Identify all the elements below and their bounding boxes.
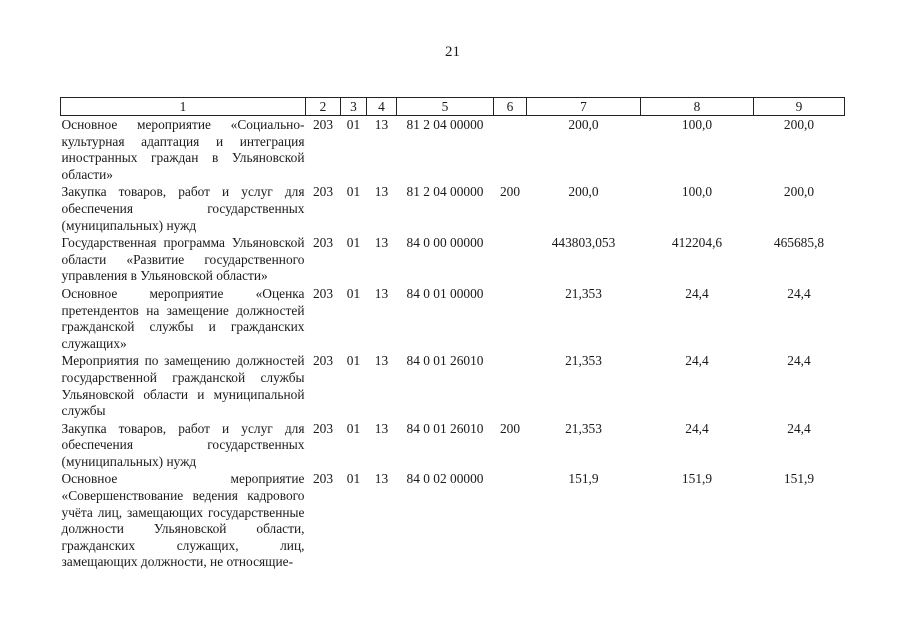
row-col-2: 203 <box>312 420 334 436</box>
row-col-3: 01 <box>346 184 361 200</box>
row-col-8: 412204,6 <box>671 235 723 251</box>
row-col-5: 84 0 01 26010 <box>406 420 484 436</box>
row-name: Основное мероприятие «Совершенствование ведения кадрового учёта лиц, замещающих государственные должности Ульяновской области, гражданских служащих, лиц, замещающих должности, не относящие- <box>61 471 305 570</box>
row-name: Закупка товаров, работ и услуг для обеспечения государственных (муниципальных) нужд <box>61 420 305 469</box>
row-col-9: 24,4 <box>787 420 811 436</box>
row-col-4: 13 <box>374 235 389 251</box>
row-col-5: 84 0 01 00000 <box>406 285 484 301</box>
row-col-7: 21,353 <box>565 420 602 436</box>
table-row <box>61 285 845 352</box>
header-col-2: 2 <box>306 98 341 116</box>
header-col-4: 4 <box>367 98 397 116</box>
table-row <box>61 470 845 571</box>
row-col-7: 151,9 <box>568 471 599 487</box>
row-col-4: 13 <box>374 471 389 487</box>
header-col-3: 3 <box>341 98 367 116</box>
row-col-2: 203 <box>312 117 334 132</box>
row-col-3: 01 <box>346 471 361 487</box>
row-col-6 <box>494 470 527 571</box>
row-col-7: 200,0 <box>568 184 599 200</box>
row-name: Мероприятия по замещению должностей государственной гражданской службы Ульяновской области и муниципальной службы <box>61 353 305 419</box>
row-col-8: 24,4 <box>685 285 709 301</box>
row-col-4: 13 <box>374 285 389 301</box>
row-col-9: 24,4 <box>787 285 811 301</box>
row-col-4: 13 <box>374 353 389 369</box>
page-number: 21 <box>445 44 460 60</box>
row-col-8: 24,4 <box>685 420 709 436</box>
row-col-2: 203 <box>312 471 334 487</box>
row-col-2: 203 <box>312 353 334 369</box>
row-col-6: 200 <box>499 420 521 436</box>
header-col-7: 7 <box>527 98 641 116</box>
row-col-8: 100,0 <box>681 184 713 200</box>
row-col-9: 200,0 <box>783 184 815 200</box>
row-name: Государственная программа Ульяновской области «Развитие государственного управления в Ульяновской области» <box>61 235 305 284</box>
row-col-3: 01 <box>346 235 361 251</box>
row-col-5: 84 0 02 00000 <box>406 471 484 487</box>
row-name: Закупка товаров, работ и услуг для обеспечения государственных (муниципальных) нужд <box>61 184 305 233</box>
budget-table <box>60 97 845 571</box>
row-col-3: 01 <box>346 285 361 301</box>
row-col-9: 151,9 <box>783 471 815 487</box>
row-col-7: 21,353 <box>565 353 602 369</box>
table-row <box>61 234 845 285</box>
row-col-7: 443803,053 <box>551 235 616 251</box>
row-col-6 <box>494 234 527 285</box>
table-row <box>61 116 845 184</box>
row-col-6 <box>494 116 527 184</box>
row-name: Основное мероприятие «Оценка претендентов на замещение должностей гражданской службы и гражданских служащих» <box>61 285 305 351</box>
row-col-5: 84 0 00 00000 <box>406 235 484 251</box>
row-col-6 <box>494 285 527 352</box>
table-header-row <box>61 98 845 116</box>
row-col-8: 24,4 <box>685 353 709 369</box>
row-col-2: 203 <box>312 184 334 200</box>
row-col-9: 24,4 <box>787 353 811 369</box>
row-col-9: 465685,8 <box>773 235 825 251</box>
row-col-4: 13 <box>374 184 389 200</box>
row-col-3: 01 <box>346 353 361 369</box>
row-col-3: 01 <box>346 117 361 132</box>
row-col-3: 01 <box>346 420 361 436</box>
header-col-9: 9 <box>754 98 845 116</box>
row-col-5: 81 2 04 00000 <box>406 117 484 132</box>
table-row <box>61 352 845 419</box>
table-row <box>61 183 845 234</box>
row-name: Основное мероприятие «Социально-культурная адаптация и интеграция иностранных граждан в Ульяновской области» <box>61 117 305 182</box>
row-col-6 <box>494 352 527 419</box>
row-col-2: 203 <box>312 235 334 251</box>
header-col-6: 6 <box>494 98 527 116</box>
row-col-9: 200,0 <box>783 117 815 132</box>
header-col-1: 1 <box>61 98 306 116</box>
row-col-8: 151,9 <box>681 471 713 487</box>
row-col-4: 13 <box>374 420 389 436</box>
table-row <box>61 420 845 471</box>
row-col-2: 203 <box>312 285 334 301</box>
row-col-4: 13 <box>374 117 389 132</box>
row-col-8: 100,0 <box>681 117 713 132</box>
row-col-6: 200 <box>499 184 521 200</box>
header-col-5: 5 <box>397 98 494 116</box>
row-col-7: 200,0 <box>568 117 599 132</box>
row-col-7: 21,353 <box>565 285 602 301</box>
row-col-5: 81 2 04 00000 <box>406 184 484 200</box>
header-col-8: 8 <box>641 98 754 116</box>
row-col-5: 84 0 01 26010 <box>406 353 484 369</box>
